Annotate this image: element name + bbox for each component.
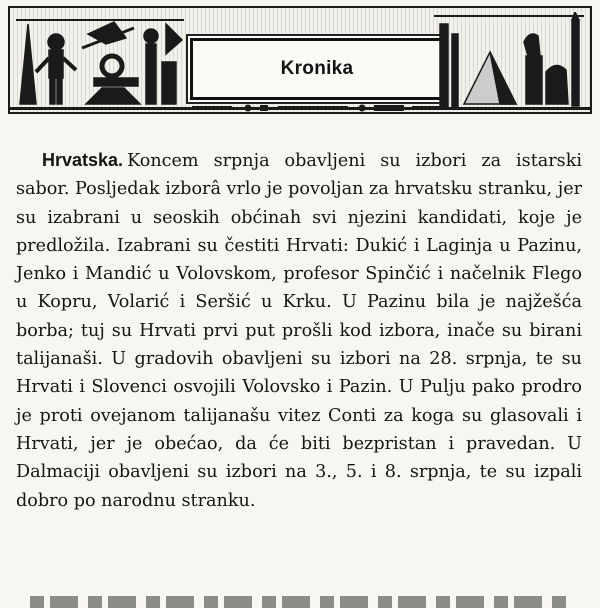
article-body-text: Koncem srpnja obavljeni su izbori za istarski sabor. Posljedak izborâ vrlo je povoljan za hrvatsku stranku, jer su izabrani u seoskih obćinah svi njezini kandidati, koje je predložila. Izabrani su čestiti Hrvati: Dukić i Laginja u Pazinu, Jenko i Mandić u Volovskom, profesor Spinčić i načelnik Flego u Kopru, Volarić i Seršić u Krku. U Pazinu bila je najžešća borba; tuj su Hrvati prvi put prošli kod izbora, inače su birani talijanaši. U gradovih obavljeni su izbori na 28. srpnja, te su Hrvati i Slovenci osvojili Volovsko i Pazin. U Pulju pako prodro je proti ovejanom talijanašu vitez Conti za koga su glasovali i Hrvati, jer je obećao, da će biti bezpristan i pravedan. U Dalmaciji obavljeni su izbori na 3., 5. i 8. srpnja, te su izpali dobro po narodnu stranku. <box>16 151 583 511</box>
kronika-title-box <box>190 38 444 100</box>
pyramid-sphinx-ornament-icon <box>434 12 584 110</box>
article-hrvatska <box>16 146 582 515</box>
egyptian-figures-ornament-icon <box>16 14 184 110</box>
section-title: Kronika <box>280 58 354 79</box>
banner-bottom-rule <box>10 107 590 110</box>
cutoff-next-text-line <box>30 596 570 608</box>
article-lead-word: Hrvatska. <box>42 150 124 170</box>
kronika-header-banner <box>8 6 592 114</box>
